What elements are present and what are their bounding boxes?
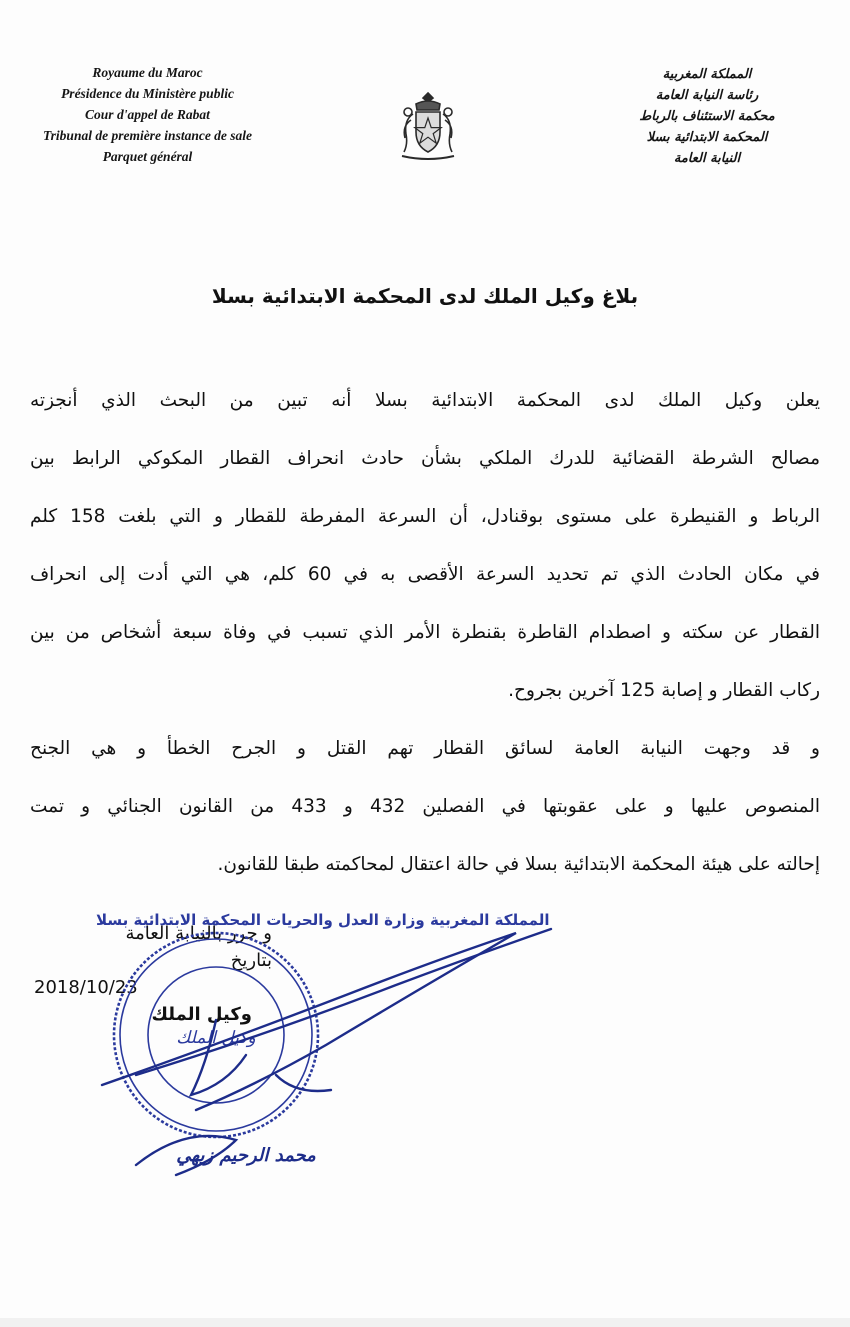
header-fr-line-3: Cour d'appel de Rabat (85, 107, 210, 122)
paragraph-1-line: مصالح الشرطة القضائية للدرك الملكي بشأن حادث انحراف القطار المكوكي الرابط بين (30, 448, 820, 469)
seal-center-text: وكيل الملك (176, 1028, 256, 1048)
signer-title: وكيل الملك (151, 1004, 252, 1025)
paragraph-1-line: الرباط و القنيطرة على مستوى بوقنادل، أن السرعة المفرطة للقطار و التي بلغت 158 كلم (30, 506, 820, 527)
signature-date: 2018/10/23 (34, 977, 138, 998)
paragraph-1-line: القطار عن سكته و اصطدام القاطرة بقنطرة الأمر الذي تسبب في وفاة سبعة أشخاص من بين (30, 622, 820, 643)
date-label: بتاريخ (230, 950, 272, 971)
paragraph-2-line: المنصوص عليها و على عقوبتها في الفصلين 432 و 433 من القانون الجنائي و تمت (30, 796, 820, 817)
paragraph-1-line: ركاب القطار و إصابة 125 آخرين بجروح. (508, 680, 820, 701)
official-stamp-and-signature (96, 911, 566, 1225)
header-fr-line-5: Parquet général (102, 149, 193, 164)
paragraph-2-line: إحالته على هيئة المحكمة الابتدائية بسلا في حالة اعتقال لمحاكمته طبقا للقانون. (217, 854, 820, 875)
header-arabic (592, 64, 822, 169)
paragraph-1-line: يعلن وكيل الملك لدى المحكمة الابتدائية بسلا أنه تبين من البحث الذي أنجزته (30, 390, 820, 411)
header-fr-line-1: Royaume du Maroc (92, 65, 203, 80)
header-fr-line-2: Présidence du Ministère public (61, 86, 234, 101)
paragraph-1-line: في مكان الحادث الذي تم تحديد السرعة الأقصى به في 60 كلم، هي التي أدت إلى انحراف (30, 564, 820, 585)
written-at-line: و حرر بالنيابة العامة (125, 923, 272, 944)
paragraph-2-line: و قد وجهت النيابة العامة لسائق القطار تهم القتل و الجرح الخطأ و هي الجنح (30, 738, 820, 759)
header-ar-line-3: محكمة الاستئناف بالرباط (639, 109, 775, 124)
moroccan-coat-of-arms-icon (392, 90, 464, 162)
header-ar-line-2: رئاسة النيابة العامة (655, 88, 759, 103)
paragraph-2 (30, 720, 820, 894)
header-fr-line-4: Tribunal de première instance de sale (42, 128, 253, 143)
header-ar-line-5: النيابة العامة (673, 151, 741, 166)
handwritten-signer-name: محمد الرحيم زيهي (176, 1145, 316, 1166)
paragraph-1 (30, 372, 820, 720)
seal-ring-text: المملكة المغربية وزارة العدل والحريات المحكمة الابتدائية بسلا (96, 911, 550, 929)
document-title: بلاغ وكيل الملك لدى المحكمة الابتدائية بسلا (211, 284, 639, 308)
header-french (10, 62, 285, 167)
header-ar-line-4: المحكمة الابتدائية بسلا (646, 130, 768, 145)
signature-scribble-icon (102, 929, 551, 1175)
page-bottom-edge (0, 1318, 850, 1327)
header-ar-line-1: المملكة المغربية (662, 67, 752, 82)
